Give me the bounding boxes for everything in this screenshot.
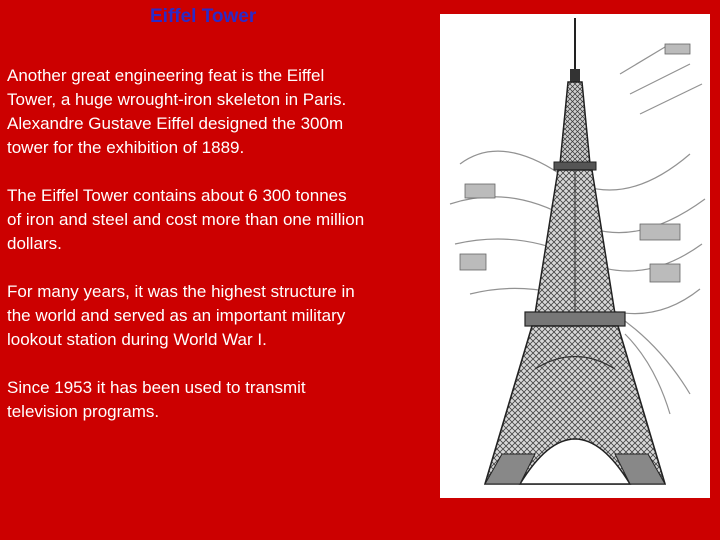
slide-title: Eiffel Tower — [150, 6, 257, 27]
eiffel-tower-icon — [440, 14, 710, 498]
paragraph-highest-structure: For many years, it was the highest structure in the world and served as an important military lookout station during World War I. — [7, 282, 355, 349]
paragraph-television: Since 1953 it has been used to transmit television programs. — [7, 378, 306, 421]
slide-body — [7, 64, 435, 448]
eiffel-tower-illustration — [440, 14, 710, 498]
paragraph-engineering-feat: Another great engineering feat is the Eiffel Tower, a huge wrought-iron skeleton in Paris. Alexandre Gustave Eiffel designed the 300m tower for the exhibition of 1889. — [7, 66, 347, 157]
paragraph-materials-cost: The Eiffel Tower contains about 6 300 tonnes of iron and steel and cost more than one million dollars. — [7, 186, 365, 253]
